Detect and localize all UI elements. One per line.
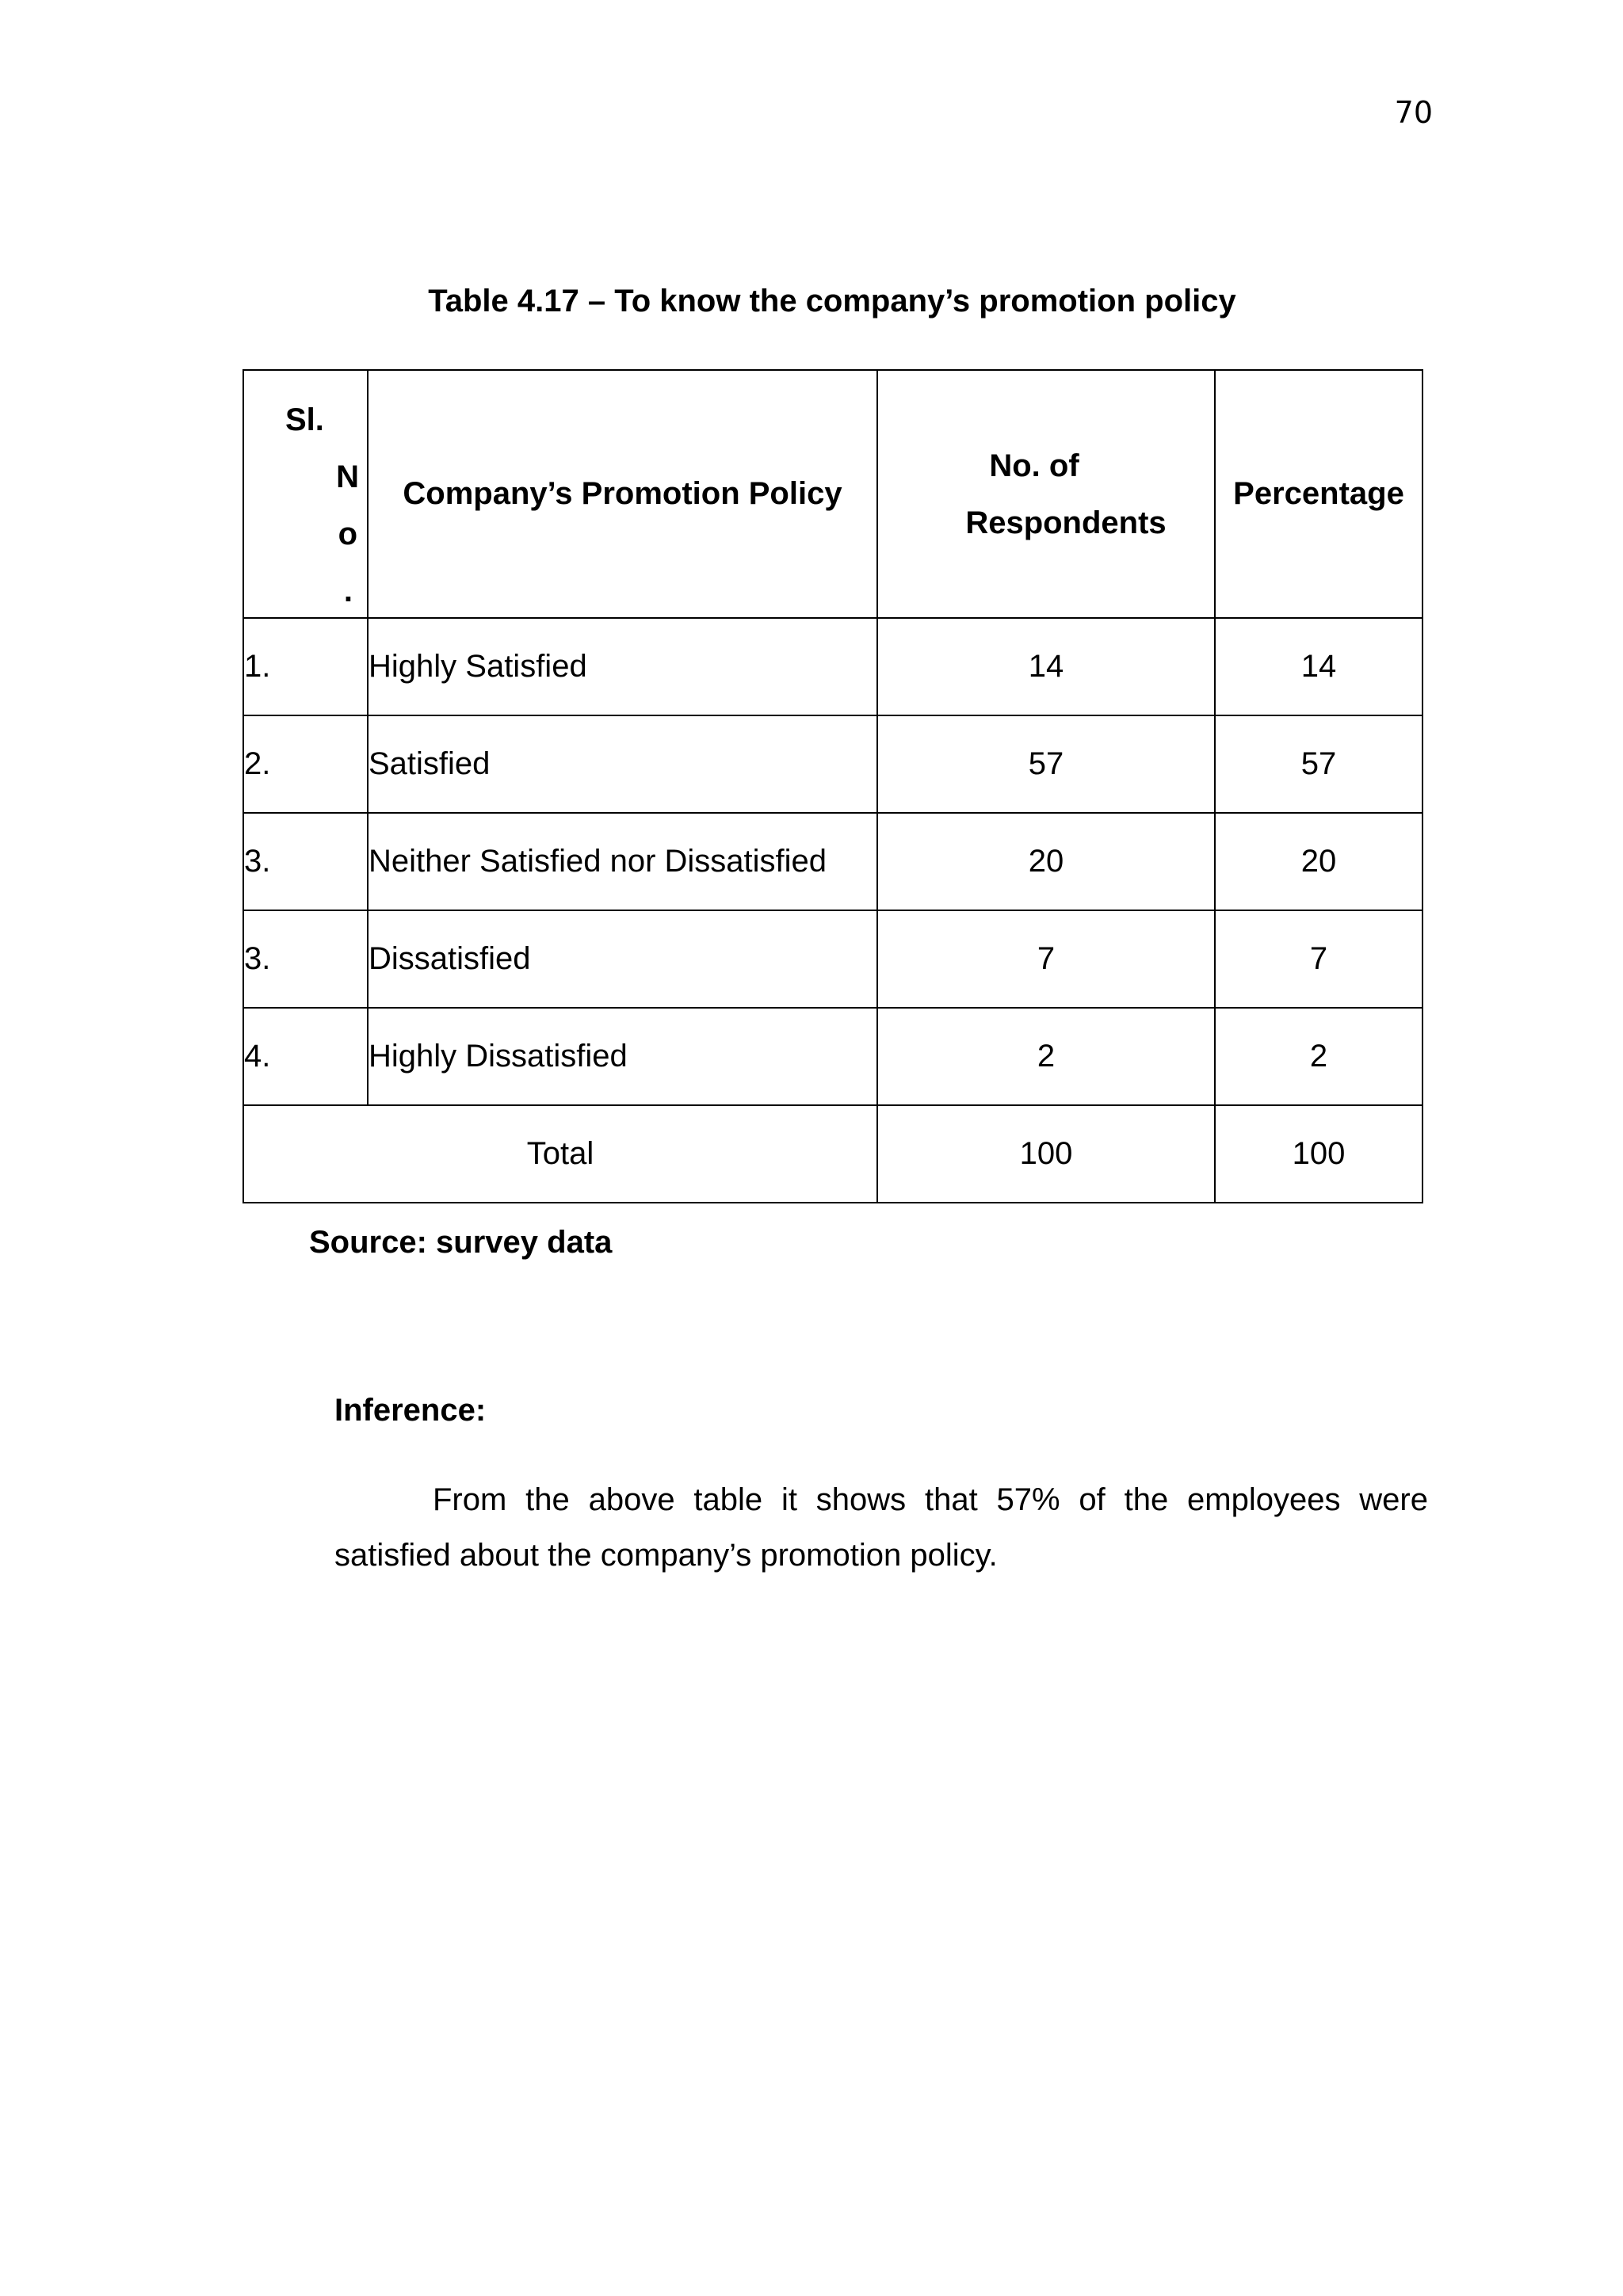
percentage-cell: 2 [1215, 1008, 1423, 1105]
table-header-row [243, 370, 1423, 618]
total-percentage-cell: 100 [1215, 1105, 1423, 1203]
respondents-cell: 2 [877, 1008, 1215, 1105]
policy-cell: Highly Satisfied [368, 618, 877, 715]
percentage-cell: 7 [1215, 910, 1423, 1008]
policy-cell: Highly Dissatisfied [368, 1008, 877, 1105]
table-row [243, 618, 1423, 715]
sl-no-header [243, 370, 368, 618]
sl-header-line: N [336, 460, 359, 494]
sl-header-line: Sl. [285, 402, 324, 437]
sl-header-line: o [338, 517, 357, 551]
percentage-header: Percentage [1215, 370, 1423, 618]
sl-cell: 1. [243, 618, 368, 715]
total-respondents-cell: 100 [877, 1105, 1215, 1203]
total-row [243, 1105, 1423, 1203]
policy-cell: Dissatisfied [368, 910, 877, 1008]
sl-header-line: . [343, 574, 353, 608]
respondents-header [877, 370, 1215, 618]
respondents-cell: 7 [877, 910, 1215, 1008]
policy-cell: Satisfied [368, 715, 877, 813]
table-row [243, 715, 1423, 813]
sl-cell: 4. [243, 1008, 368, 1105]
total-label: Total [243, 1105, 877, 1203]
respondents-header-line: No. of [989, 448, 1079, 483]
respondents-header-line: Respondents [965, 505, 1167, 540]
sl-cell: 3. [243, 910, 368, 1008]
sl-cell: 2. [243, 715, 368, 813]
percentage-cell: 14 [1215, 618, 1423, 715]
table-row [243, 1008, 1423, 1105]
percentage-cell: 20 [1215, 813, 1423, 910]
promotion-policy-table [242, 369, 1423, 1203]
table-title: Table 4.17 – To know the company’s promotion policy [428, 284, 1236, 318]
policy-cell: Neither Satisfied nor Dissatisfied [368, 813, 877, 910]
source-note: Source: survey data [309, 1225, 613, 1260]
table-row [243, 910, 1423, 1008]
sl-cell: 3. [243, 813, 368, 910]
respondents-cell: 20 [877, 813, 1215, 910]
respondents-cell: 14 [877, 618, 1215, 715]
inference-body: From the above table it shows that 57% of the employees were satisfied about the company’s promotion policy. [334, 1482, 1428, 1573]
page-number: 70 [1394, 95, 1433, 130]
inference-heading: Inference: [334, 1393, 487, 1428]
respondents-cell: 57 [877, 715, 1215, 813]
percentage-cell: 57 [1215, 715, 1423, 813]
table-row [243, 813, 1423, 910]
policy-header: Company’s Promotion Policy [368, 370, 877, 618]
